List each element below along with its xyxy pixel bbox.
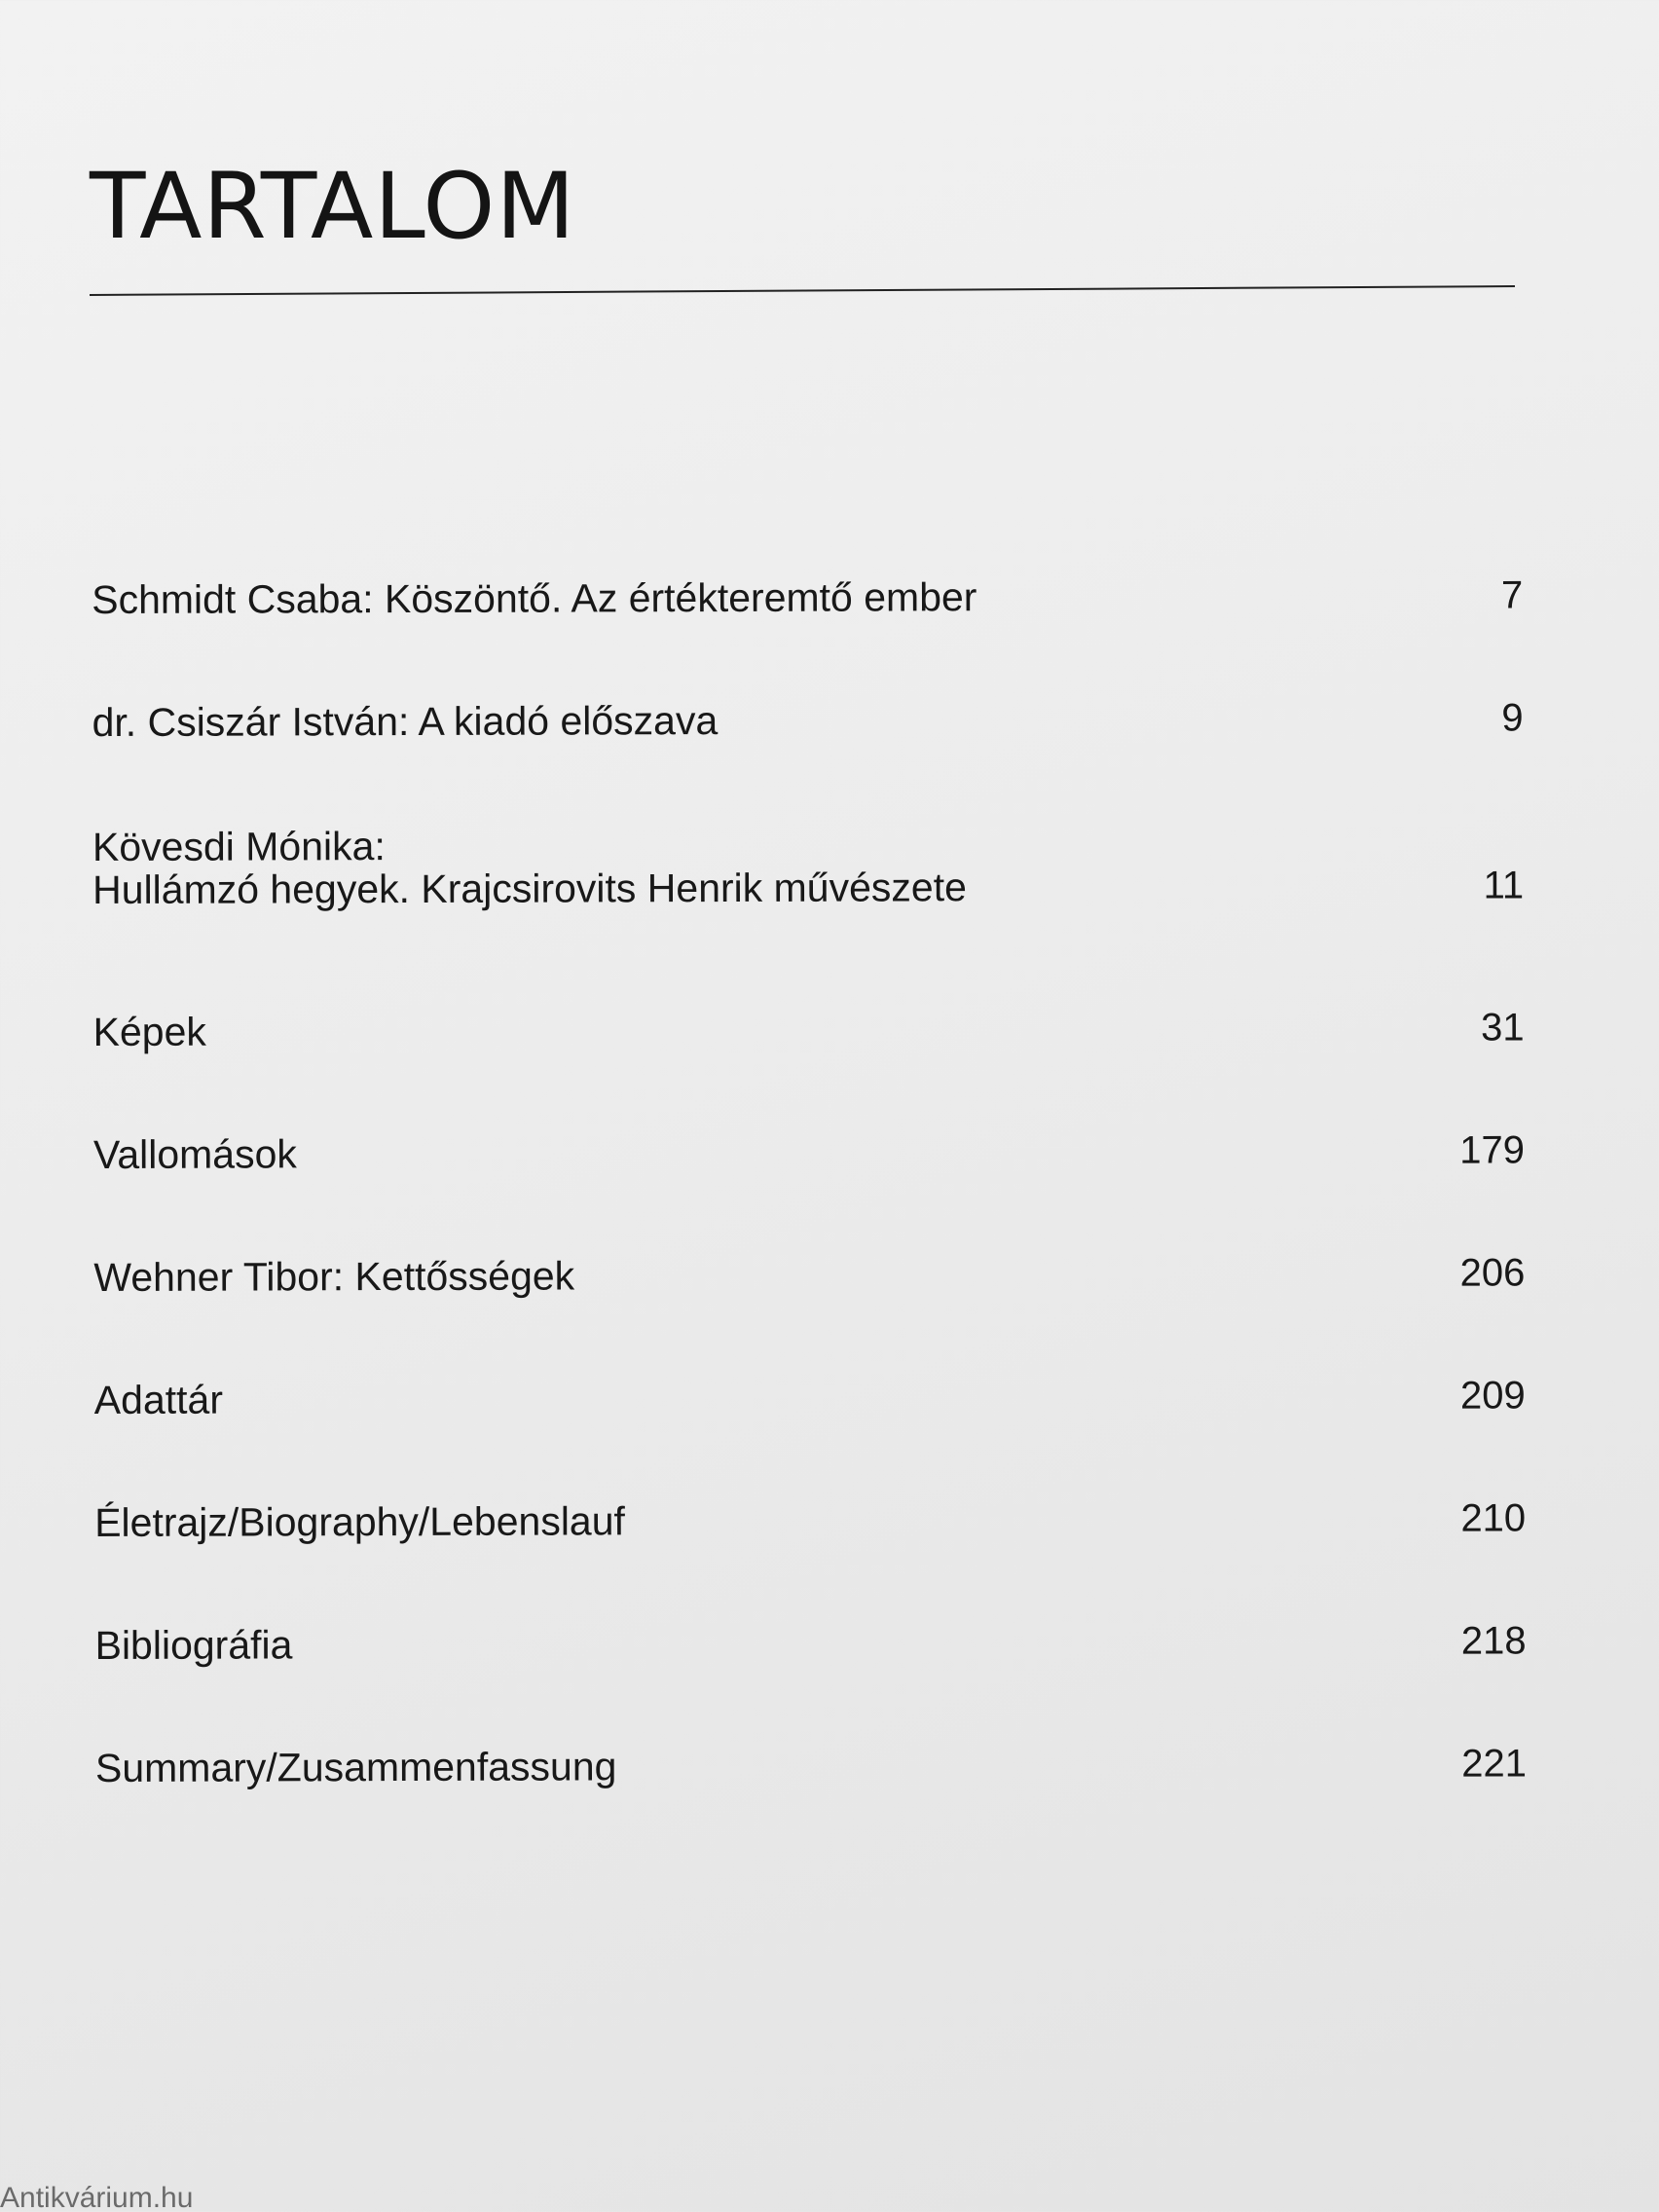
- toc-entry-page-number: 31: [1480, 1006, 1525, 1050]
- watermark: Antikvárium.hu: [0, 2185, 194, 2212]
- toc-entry-title-line: Kövesdi Mónika:: [92, 824, 386, 870]
- toc-entry-title: [94, 1620, 1311, 1667]
- toc-entry: [93, 1251, 1526, 1301]
- toc-entry-title-line: Vallomások: [92, 1131, 297, 1178]
- toc-entry-title: [95, 1743, 1312, 1789]
- toc-entry-title: [93, 1007, 1310, 1053]
- toc-entry-title-line: Adattár: [93, 1377, 224, 1423]
- toc-entry-title: [92, 574, 1309, 621]
- toc-entry: [92, 1006, 1525, 1055]
- toc-entry: [94, 1619, 1527, 1669]
- toc-entry-title-line: Schmidt Csaba: Köszöntő. Az értékteremtő ember: [92, 574, 977, 623]
- toc-entry-title: [92, 822, 1309, 911]
- toc-entry: [92, 573, 1524, 623]
- toc-entry-page-number: 221: [1461, 1742, 1528, 1786]
- toc-entry-title-line: dr. Csiszár István: A kiadó előszava: [92, 697, 719, 746]
- toc-entry-page-number: 9: [1501, 696, 1524, 740]
- toc-entry-title: [94, 1375, 1311, 1421]
- toc-entry-title-line: Életrajz/Biography/Lebenslauf: [94, 1498, 625, 1546]
- toc-entry-title: [94, 1497, 1311, 1544]
- toc-entry-title-line: Bibliográfia: [94, 1622, 293, 1669]
- page-title: TARTALOM: [90, 154, 576, 260]
- toc-entry: [94, 1742, 1528, 1791]
- toc-entry: [94, 1496, 1527, 1546]
- toc-entry: [92, 696, 1524, 746]
- toc-entry-title-line: Hullámzó hegyek. Krajcsirovits Henrik művészete: [92, 865, 967, 913]
- toc-entry-title: [93, 1252, 1310, 1299]
- toc-entry: [93, 1374, 1526, 1423]
- toc-entry-title-line: Summary/Zusammenfassung: [94, 1744, 617, 1791]
- toc-entry-page-number: 209: [1459, 1374, 1526, 1418]
- toc-entry-title-line: Képek: [92, 1009, 206, 1055]
- toc-entry-page-number: 7: [1500, 573, 1524, 617]
- toc-entry-title: [93, 1129, 1310, 1176]
- toc-entry-title-line: Wehner Tibor: Kettősségek: [93, 1253, 575, 1301]
- toc-entry-page-number: 206: [1459, 1251, 1526, 1295]
- toc-entry-page-number: 218: [1460, 1619, 1527, 1663]
- toc-entry-page-number: 11: [1483, 864, 1525, 907]
- toc-entry: [92, 821, 1525, 913]
- toc-entry-page-number: 179: [1459, 1128, 1526, 1172]
- toc-entry: [92, 1128, 1526, 1178]
- toc-entry-page-number: 210: [1460, 1496, 1527, 1540]
- toc-entry-title: [92, 697, 1309, 744]
